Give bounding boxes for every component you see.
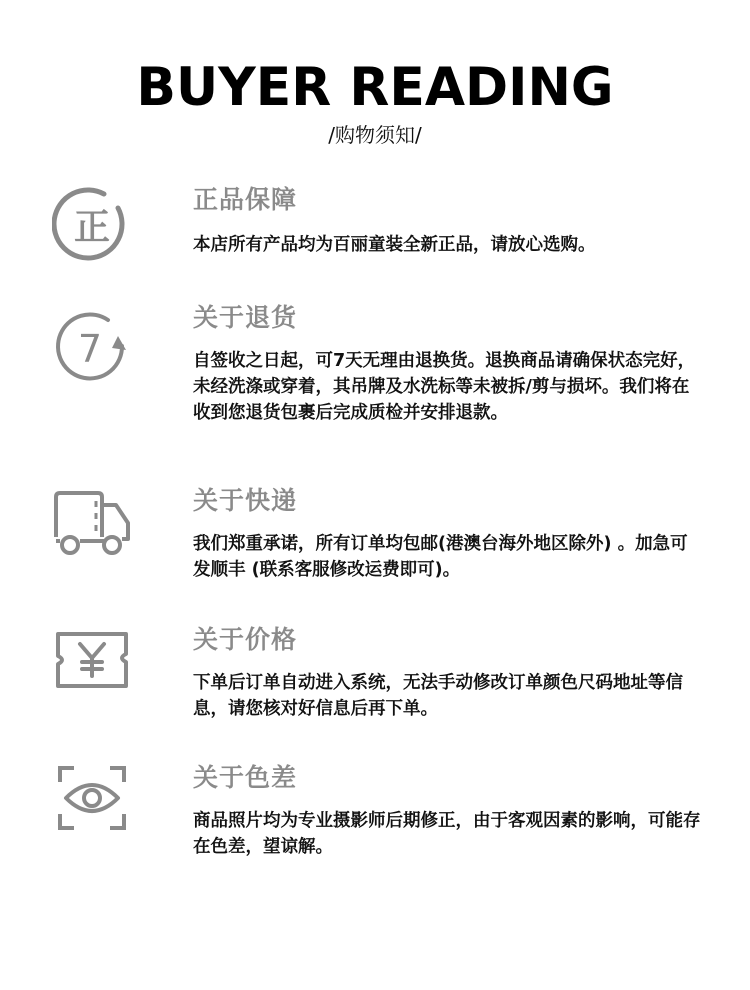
svg-text:7: 7 [77, 327, 103, 371]
section-text: 我们郑重承诺，所有订单均包邮(港澳台海外地区除外) 。加急可发顺丰 (联系客服修改运费即可)。 [193, 534, 688, 580]
page-subtitle: /购物须知/ [328, 123, 422, 147]
page-header [0, 58, 750, 148]
yen-ticket-icon [52, 624, 132, 704]
eye-focus-icon [52, 762, 132, 842]
section-text: 商品照片均为专业摄影师后期修正，由于客观因素的影响，可能存在色差，望谅解。 [193, 811, 701, 857]
section-title: 正品保障 [193, 185, 298, 214]
section-title: 关于价格 [193, 625, 298, 654]
section-text: 下单后订单自动进入系统，无法手动修改订单颜色尺码地址等信息，请您核对好信息后再下单。 [193, 673, 683, 719]
genuine-seal-icon [52, 186, 132, 266]
delivery-truck-icon [52, 487, 132, 567]
section-title: 关于快递 [193, 486, 298, 515]
section-title: 关于色差 [193, 763, 298, 792]
section-text: 自签收之日起，可7天无理由退换货。退换商品请确保状态完好，未经洗涤或穿着，其吊牌及水洗标等未被拆/剪与损坏。我们将在收到您退货包裹后完成质检并安排退款。 [193, 351, 696, 423]
section-text: 本店所有产品均为百丽童装全新正品，请放心选购。 [193, 235, 596, 255]
svg-text:正: 正 [73, 207, 111, 248]
page-title: BUYER READING [136, 57, 614, 118]
seven-day-return-icon [52, 308, 132, 388]
section-title: 关于退货 [193, 303, 298, 332]
